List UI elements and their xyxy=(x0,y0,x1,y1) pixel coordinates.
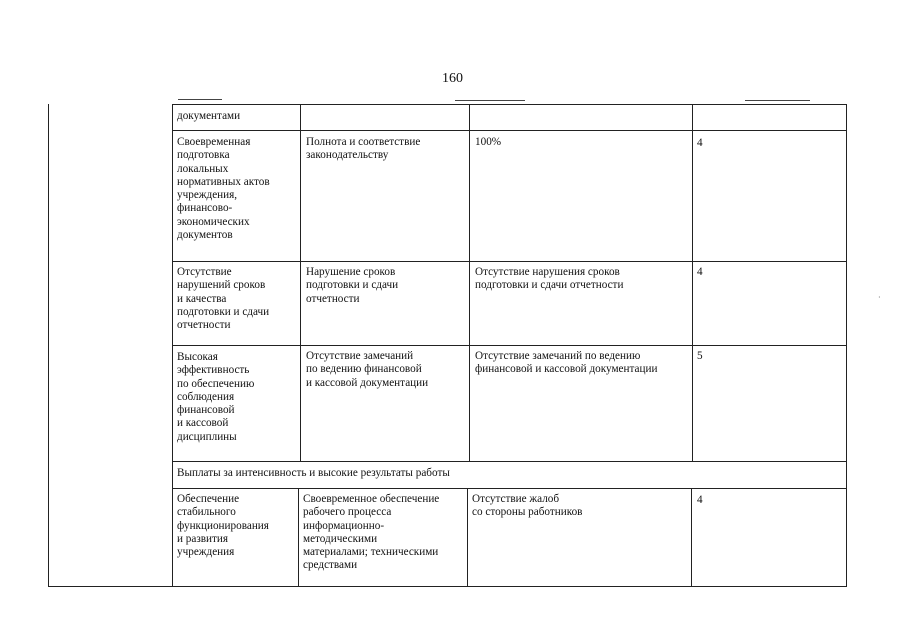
table-border-right xyxy=(846,104,847,587)
criterion-cell: Высокая эффективность по обеспечению соблюдения финансовой и кассовой дисциплины xyxy=(177,351,255,443)
points-cell: 4 xyxy=(697,266,703,278)
criterion-cell: Отсутствие нарушений сроков и качества подготовки и сдачи отчетности xyxy=(177,266,270,332)
row-divider xyxy=(172,130,847,131)
column-divider xyxy=(467,488,468,587)
measure-cell: Отсутствие жалоб со стороны работников xyxy=(472,493,583,519)
measure-cell: Отсутствие нарушения сроков подготовки и сдачи отчетности xyxy=(475,266,624,292)
column-divider xyxy=(469,104,470,461)
indicator-cell: Отсутствие замечаний по ведению финансовой и кассовой документации xyxy=(306,350,429,389)
criterion-cell: Своевременная подготовка локальных нормативных актов учреждения, финансово- экономических документов xyxy=(177,136,270,242)
criterion-cell: Обеспечение стабильного функционирования и развития учреждения xyxy=(177,493,269,559)
measure-cell: 100% xyxy=(475,136,502,148)
column-divider xyxy=(172,104,173,587)
row-divider xyxy=(172,461,847,462)
points-cell: 4 xyxy=(697,494,703,506)
indicator-cell: Нарушение сроков подготовки и сдачи отчетности xyxy=(306,266,399,305)
table-border-left xyxy=(48,104,49,587)
scan-speck: · xyxy=(878,293,881,302)
section-header: Выплаты за интенсивность и высокие результаты работы xyxy=(177,467,450,479)
column-divider xyxy=(298,488,299,587)
column-divider xyxy=(692,104,693,461)
indicator-cell: Своевременное обеспечение рабочего процесса информационно- методическими материалами; техническими средствами xyxy=(303,493,440,572)
row-divider xyxy=(172,345,847,346)
indicator-cell: Полнота и соответствие законодательству xyxy=(306,136,421,162)
points-cell: 5 xyxy=(697,350,703,362)
row-divider xyxy=(172,488,847,489)
measure-cell: Отсутствие замечаний по ведению финансовой и кассовой документации xyxy=(475,350,658,376)
table-border-bottom xyxy=(48,586,847,587)
table-border-top xyxy=(172,104,847,105)
criterion-cell: документами xyxy=(177,110,241,122)
column-divider xyxy=(300,104,301,461)
points-cell: 4 xyxy=(697,137,703,149)
page-number: 160 xyxy=(442,71,463,86)
column-divider xyxy=(691,488,692,587)
row-divider xyxy=(172,261,847,262)
